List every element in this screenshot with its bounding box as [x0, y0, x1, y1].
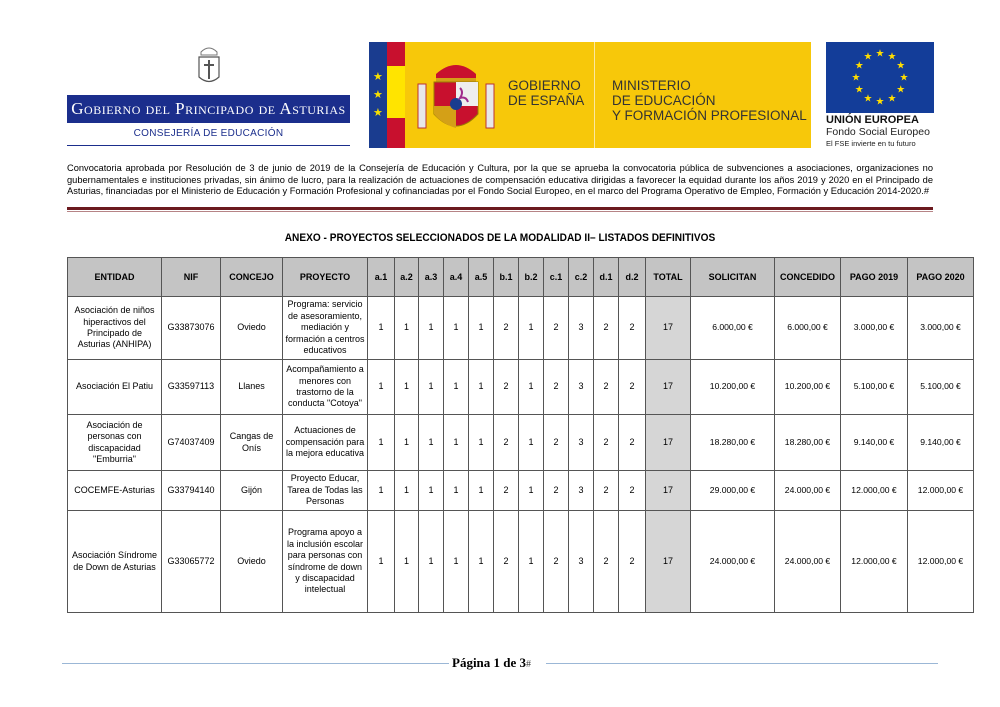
spain-flag-stripe-yellow [387, 66, 405, 118]
column-header: a.4 [444, 258, 469, 297]
table-cell: 2 [544, 415, 569, 471]
column-header: a.2 [395, 258, 419, 297]
table-cell: G74037409 [162, 415, 221, 471]
table-cell: Gijón [221, 471, 283, 511]
table-cell: 24.000,00 € [775, 511, 841, 613]
table-cell: Asociación de personas con discapacidad "Emburria" [68, 415, 162, 471]
projects-table [67, 257, 974, 613]
table-cell: 1 [444, 297, 469, 360]
column-header: TOTAL [646, 258, 691, 297]
eu-star-icon: ★ [863, 93, 873, 105]
table-cell: 2 [494, 471, 519, 511]
table-cell: Programa: servicio de asesoramiento, mediación y formación a centros educativos [283, 297, 368, 360]
table-cell: 10.200,00 € [691, 360, 775, 415]
table-cell: 1 [368, 415, 395, 471]
table-cell: 1 [395, 471, 419, 511]
table-header-row [68, 258, 974, 297]
footer-line-left [62, 663, 449, 664]
table-cell: 17 [646, 360, 691, 415]
table-cell: Programa apoyo a la inclusión escolar para personas con síndrome de down y discapacidad intelectual [283, 511, 368, 613]
gobierno-line: GOBIERNO [508, 78, 581, 93]
table-cell: 1 [444, 471, 469, 511]
table-cell: 24.000,00 € [691, 511, 775, 613]
column-header: a.1 [368, 258, 395, 297]
table-cell: 1 [519, 360, 544, 415]
table-cell: COCEMFE-Asturias [68, 471, 162, 511]
table-cell: G33794140 [162, 471, 221, 511]
table-cell: Oviedo [221, 511, 283, 613]
footer-line-right [546, 663, 938, 664]
table-cell: 12.000,00 € [908, 471, 974, 511]
table-cell: 9.140,00 € [908, 415, 974, 471]
table-row [68, 471, 974, 511]
table-cell: 18.280,00 € [775, 415, 841, 471]
table-cell: Llanes [221, 360, 283, 415]
table-cell: 2 [494, 511, 519, 613]
table-cell: Asociación de niños hiperactivos del Principado de Asturias (ANHIPA) [68, 297, 162, 360]
table-row [68, 360, 974, 415]
table-cell: 2 [619, 415, 646, 471]
column-header: a.3 [419, 258, 444, 297]
table-body [68, 297, 974, 613]
page-label: Página 1 de 3 [452, 655, 527, 670]
table-cell: 2 [594, 415, 619, 471]
table-cell: 3 [569, 360, 594, 415]
star-icon: ★ [373, 71, 383, 83]
table-cell: 2 [594, 471, 619, 511]
table-cell: 1 [519, 511, 544, 613]
table-cell: 2 [619, 471, 646, 511]
table-cell: Actuaciones de compensación para la mejora educativa [283, 415, 368, 471]
table-cell: 2 [494, 415, 519, 471]
eu-star-icon: ★ [896, 84, 906, 96]
table-cell: 17 [646, 297, 691, 360]
table-cell: 3 [569, 297, 594, 360]
table-cell: 1 [368, 511, 395, 613]
table-cell: 12.000,00 € [908, 511, 974, 613]
table-cell: 1 [444, 360, 469, 415]
table-cell: 1 [469, 471, 494, 511]
table-cell: Cangas de Onís [221, 415, 283, 471]
table-cell: 17 [646, 471, 691, 511]
eu-star-icon: ★ [854, 84, 864, 96]
star-icon: ★ [373, 89, 383, 101]
column-header: c.2 [569, 258, 594, 297]
column-header: PAGO 2020 [908, 258, 974, 297]
intro-text: Convocatoria aprobada por Resolución de 3 de junio de 2019 de la Consejería de Educación y Cultura, por la que se aprueba la convocatoria pública de subvenciones a asociaciones, organizaciones no gubernamentales e instituciones privadas, sin ánimo de lucro, para la realización de actuaciones de compensación educativa dirigidas a favorecer la equidad durante los años 2019 y 2020 en el Principado de Asturias, financiadas por el Ministerio de Educación y Formación Profesional y cofinanciadas por el Fondo Social Europeo, en el marco del Programa Operativo de Empleo, Formación y Educación 2014-2020. [67, 163, 933, 197]
table-cell: 2 [594, 297, 619, 360]
eu-star-icon: ★ [887, 51, 897, 63]
intro-paragraph [67, 163, 933, 198]
table-cell: 17 [646, 415, 691, 471]
table-cell: 2 [494, 297, 519, 360]
eu-star-icon: ★ [863, 51, 873, 63]
table-cell: 1 [419, 511, 444, 613]
eu-star-icon: ★ [875, 96, 885, 108]
column-header: PAGO 2019 [841, 258, 908, 297]
table-cell: 2 [619, 360, 646, 415]
table-cell: Acompañamiento a menores con trastorno de la conducta "Cotoya" [283, 360, 368, 415]
formacion-line: Y FORMACIÓN PROFESIONAL [612, 108, 807, 123]
table-cell: Asociación El Patiu [68, 360, 162, 415]
table-cell: G33597113 [162, 360, 221, 415]
table-cell: 2 [594, 360, 619, 415]
annex-title: ANEXO - PROYECTOS SELECCIONADOS DE LA MODALIDAD II– LISTADOS DEFINITIVOS [284, 232, 716, 244]
table-cell: 17 [646, 511, 691, 613]
table-row [68, 297, 974, 360]
table-cell: G33065772 [162, 511, 221, 613]
column-header: b.2 [519, 258, 544, 297]
table-cell: 1 [368, 360, 395, 415]
table-cell: 2 [544, 511, 569, 613]
table-row [68, 415, 974, 471]
star-icon: ★ [373, 107, 383, 119]
ministerio-line: MINISTERIO [612, 78, 691, 93]
table-cell: 24.000,00 € [775, 471, 841, 511]
asturias-logo-subtitle: CONSEJERÍA DE EDUCACIÓN [133, 128, 284, 139]
eu-star-icon: ★ [851, 72, 861, 84]
asturias-crest-icon [196, 44, 222, 86]
table-cell: 5.100,00 € [841, 360, 908, 415]
table-cell: 1 [395, 297, 419, 360]
table-cell: 3.000,00 € [841, 297, 908, 360]
column-header: NIF [162, 258, 221, 297]
table-cell: 1 [395, 415, 419, 471]
table-cell: 1 [395, 511, 419, 613]
table-cell: 1 [444, 511, 469, 613]
table-cell: G33873076 [162, 297, 221, 360]
column-header: CONCEDIDO [775, 258, 841, 297]
eu-tagline: El FSE invierte en tu futuro [826, 139, 916, 148]
table-cell: 1 [368, 297, 395, 360]
table-cell: 2 [544, 360, 569, 415]
asturias-logo-band: Gobierno del Principado de Asturias [67, 95, 350, 123]
eu-star-icon: ★ [875, 48, 885, 60]
table-cell: 5.100,00 € [908, 360, 974, 415]
educacion-line: DE EDUCACIÓN [612, 93, 716, 108]
table-cell: 18.280,00 € [691, 415, 775, 471]
table-cell: 12.000,00 € [841, 511, 908, 613]
table-cell: 1 [419, 360, 444, 415]
paragraph-mark: # [526, 659, 532, 670]
paragraph-mark: # [923, 186, 929, 197]
eu-fondo: Fondo Social Europeo [826, 126, 930, 138]
page-number [452, 655, 531, 671]
table-cell: 1 [469, 297, 494, 360]
de-espana-line: DE ESPAÑA [508, 93, 585, 108]
table-cell: 2 [594, 511, 619, 613]
table-cell: 2 [494, 360, 519, 415]
logo-divider [594, 42, 595, 148]
table-cell: 1 [419, 415, 444, 471]
table-cell: 1 [419, 471, 444, 511]
column-header: d.1 [594, 258, 619, 297]
spain-coat-of-arms-icon [416, 52, 496, 140]
table-cell: 1 [395, 360, 419, 415]
table-row [68, 511, 974, 613]
header-rule-thin [67, 211, 933, 212]
table-cell: 1 [519, 415, 544, 471]
eu-flag-icon [826, 42, 934, 113]
table-cell: 2 [544, 297, 569, 360]
table-cell: 1 [469, 415, 494, 471]
eu-star-icon: ★ [854, 60, 864, 72]
eu-title: UNIÓN EUROPEA [826, 114, 919, 126]
column-header: d.2 [619, 258, 646, 297]
column-header: SOLICITAN [691, 258, 775, 297]
table-cell: 29.000,00 € [691, 471, 775, 511]
table-cell: 1 [419, 297, 444, 360]
column-header: b.1 [494, 258, 519, 297]
table-cell: Oviedo [221, 297, 283, 360]
table-cell: 3 [569, 511, 594, 613]
table-cell: 6.000,00 € [691, 297, 775, 360]
table-cell: 12.000,00 € [841, 471, 908, 511]
table-cell: 1 [519, 297, 544, 360]
table-cell: 1 [469, 360, 494, 415]
eu-star-icon: ★ [899, 72, 909, 84]
header-rule [67, 207, 933, 210]
ministerio-text [612, 78, 807, 123]
column-header: c.1 [544, 258, 569, 297]
table-cell: 1 [469, 511, 494, 613]
column-header: PROYECTO [283, 258, 368, 297]
eu-star-icon: ★ [896, 60, 906, 72]
column-header: CONCEJO [221, 258, 283, 297]
table-cell: 2 [619, 297, 646, 360]
table-cell: Asociación Síndrome de Down de Asturias [68, 511, 162, 613]
table-cell: 6.000,00 € [775, 297, 841, 360]
table-cell: 3.000,00 € [908, 297, 974, 360]
table-cell: 1 [368, 471, 395, 511]
table-cell: 2 [619, 511, 646, 613]
table-cell: 1 [444, 415, 469, 471]
asturias-logo-underline [67, 145, 350, 146]
eu-star-icon: ★ [887, 93, 897, 105]
table-cell: 1 [519, 471, 544, 511]
column-header: ENTIDAD [68, 258, 162, 297]
table-cell: 2 [544, 471, 569, 511]
table-cell: 9.140,00 € [841, 415, 908, 471]
gobierno-espana-text [508, 78, 584, 108]
table-cell: Proyecto Educar, Tarea de Todas las Personas [283, 471, 368, 511]
table-cell: 3 [569, 415, 594, 471]
column-header: a.5 [469, 258, 494, 297]
table-cell: 3 [569, 471, 594, 511]
table-cell: 10.200,00 € [775, 360, 841, 415]
